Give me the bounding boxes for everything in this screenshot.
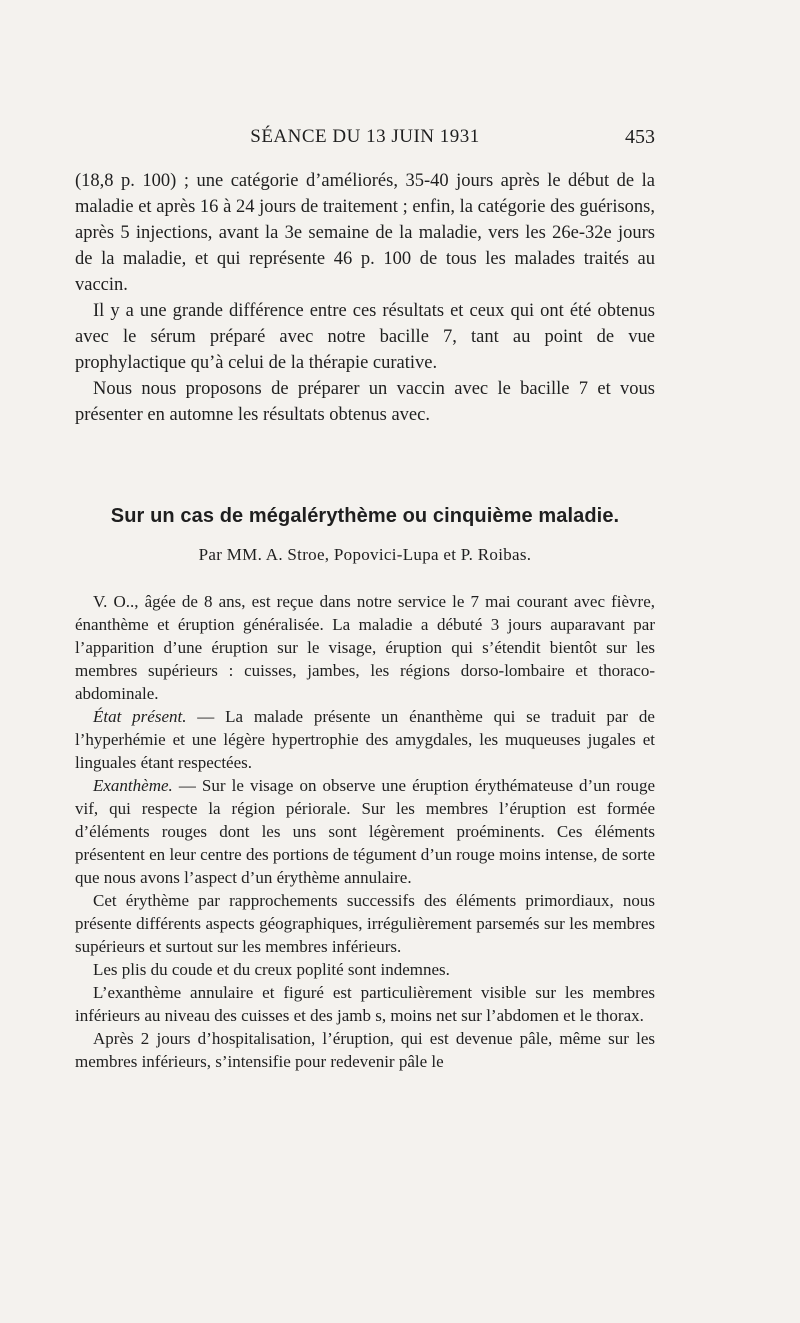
paragraph: L’exanthème annulaire et figuré est particulièrement visible sur les membres inférieurs au niveau des cuisses et des jamb s, moins net sur l’abdomen et le thorax. (75, 983, 655, 1025)
paragraph: Les plis du coude et du creux poplité sont indemnes. (93, 960, 450, 979)
article-body (75, 590, 655, 1073)
paragraph-text: — Sur le visage on observe une éruption érythémateuse d’un rouge vif, qui respecte la région périorale. Sur les membres l’éruption est formée d’éléments rouges dont les uns sont légèrement proéminents. Ces éléments présentent en leur centre des portions de tégument d’un rouge moins intense, de sorte que nous avons l’aspect d’un érythème annulaire. (75, 776, 655, 887)
page-header (75, 126, 655, 156)
paragraph (75, 705, 655, 774)
paragraph: Il y a une grande différence entre ces résultats et ceux qui ont été obtenus avec le sérum préparé avec notre bacille 7, tant au point de vue prophylactique qu’à celui de la thérapie curative. (75, 301, 655, 373)
article-title: Sur un cas de mégalérythème ou cinquième maladie. (110, 505, 620, 527)
paragraph: Cet érythème par rapprochements successifs des éléments primordiaux, nous présente différents aspects géographiques, irrégulièrement parsemés sur les membres supérieurs et surtout sur les membres inférieurs. (75, 891, 655, 956)
running-title: SÉANCE DU 13 JUIN 1931 (250, 126, 480, 147)
section-label: État présent. (93, 707, 187, 726)
previous-article-ending (75, 168, 655, 428)
paragraph (75, 774, 655, 889)
paragraph: (18,8 p. 100) ; une catégorie d’améliorés, 35-40 jours après le début de la maladie et après 16 à 24 jours de traitement ; enfin, la catégorie des guérisons, après 5 injections, avant la 3e semaine de la maladie, vers les 26e-32e jours de la maladie, et qui représente 46 p. 100 de tous les malades traités au vaccin. (75, 171, 655, 295)
page-number: 453 (625, 126, 655, 148)
paragraph: Nous nous proposons de préparer un vaccin avec le bacille 7 et vous présenter en automne les résultats obtenus avec. (75, 379, 655, 425)
paragraph: Après 2 jours d’hospitalisation, l’éruption, qui est devenue pâle, même sur les membres inférieurs, s’intensifie pour redevenir pâle le (75, 1029, 655, 1071)
paragraph: V. O.., âgée de 8 ans, est reçue dans notre service le 7 mai courant avec fièvre, énanthème et éruption généralisée. La maladie a débuté 3 jours auparavant par l’apparition d’une éruption sur le visage, éruption qui s’étendit bientôt sur les membres supérieurs : cuisses, jambes, les régions dorso-lombaire et thoraco-abdominale. (75, 592, 655, 703)
paragraph-text: — La malade présente un énanthème qui se traduit par de l’hyperhémie et une légère hypertrophie des amygdales, les muqueuses jugales et linguales étant respectées. (75, 707, 655, 772)
article-authors: Par MM. A. Stroe, Popovici-Lupa et P. Roibas. (198, 545, 532, 564)
section-label: Exanthème. (93, 776, 173, 795)
